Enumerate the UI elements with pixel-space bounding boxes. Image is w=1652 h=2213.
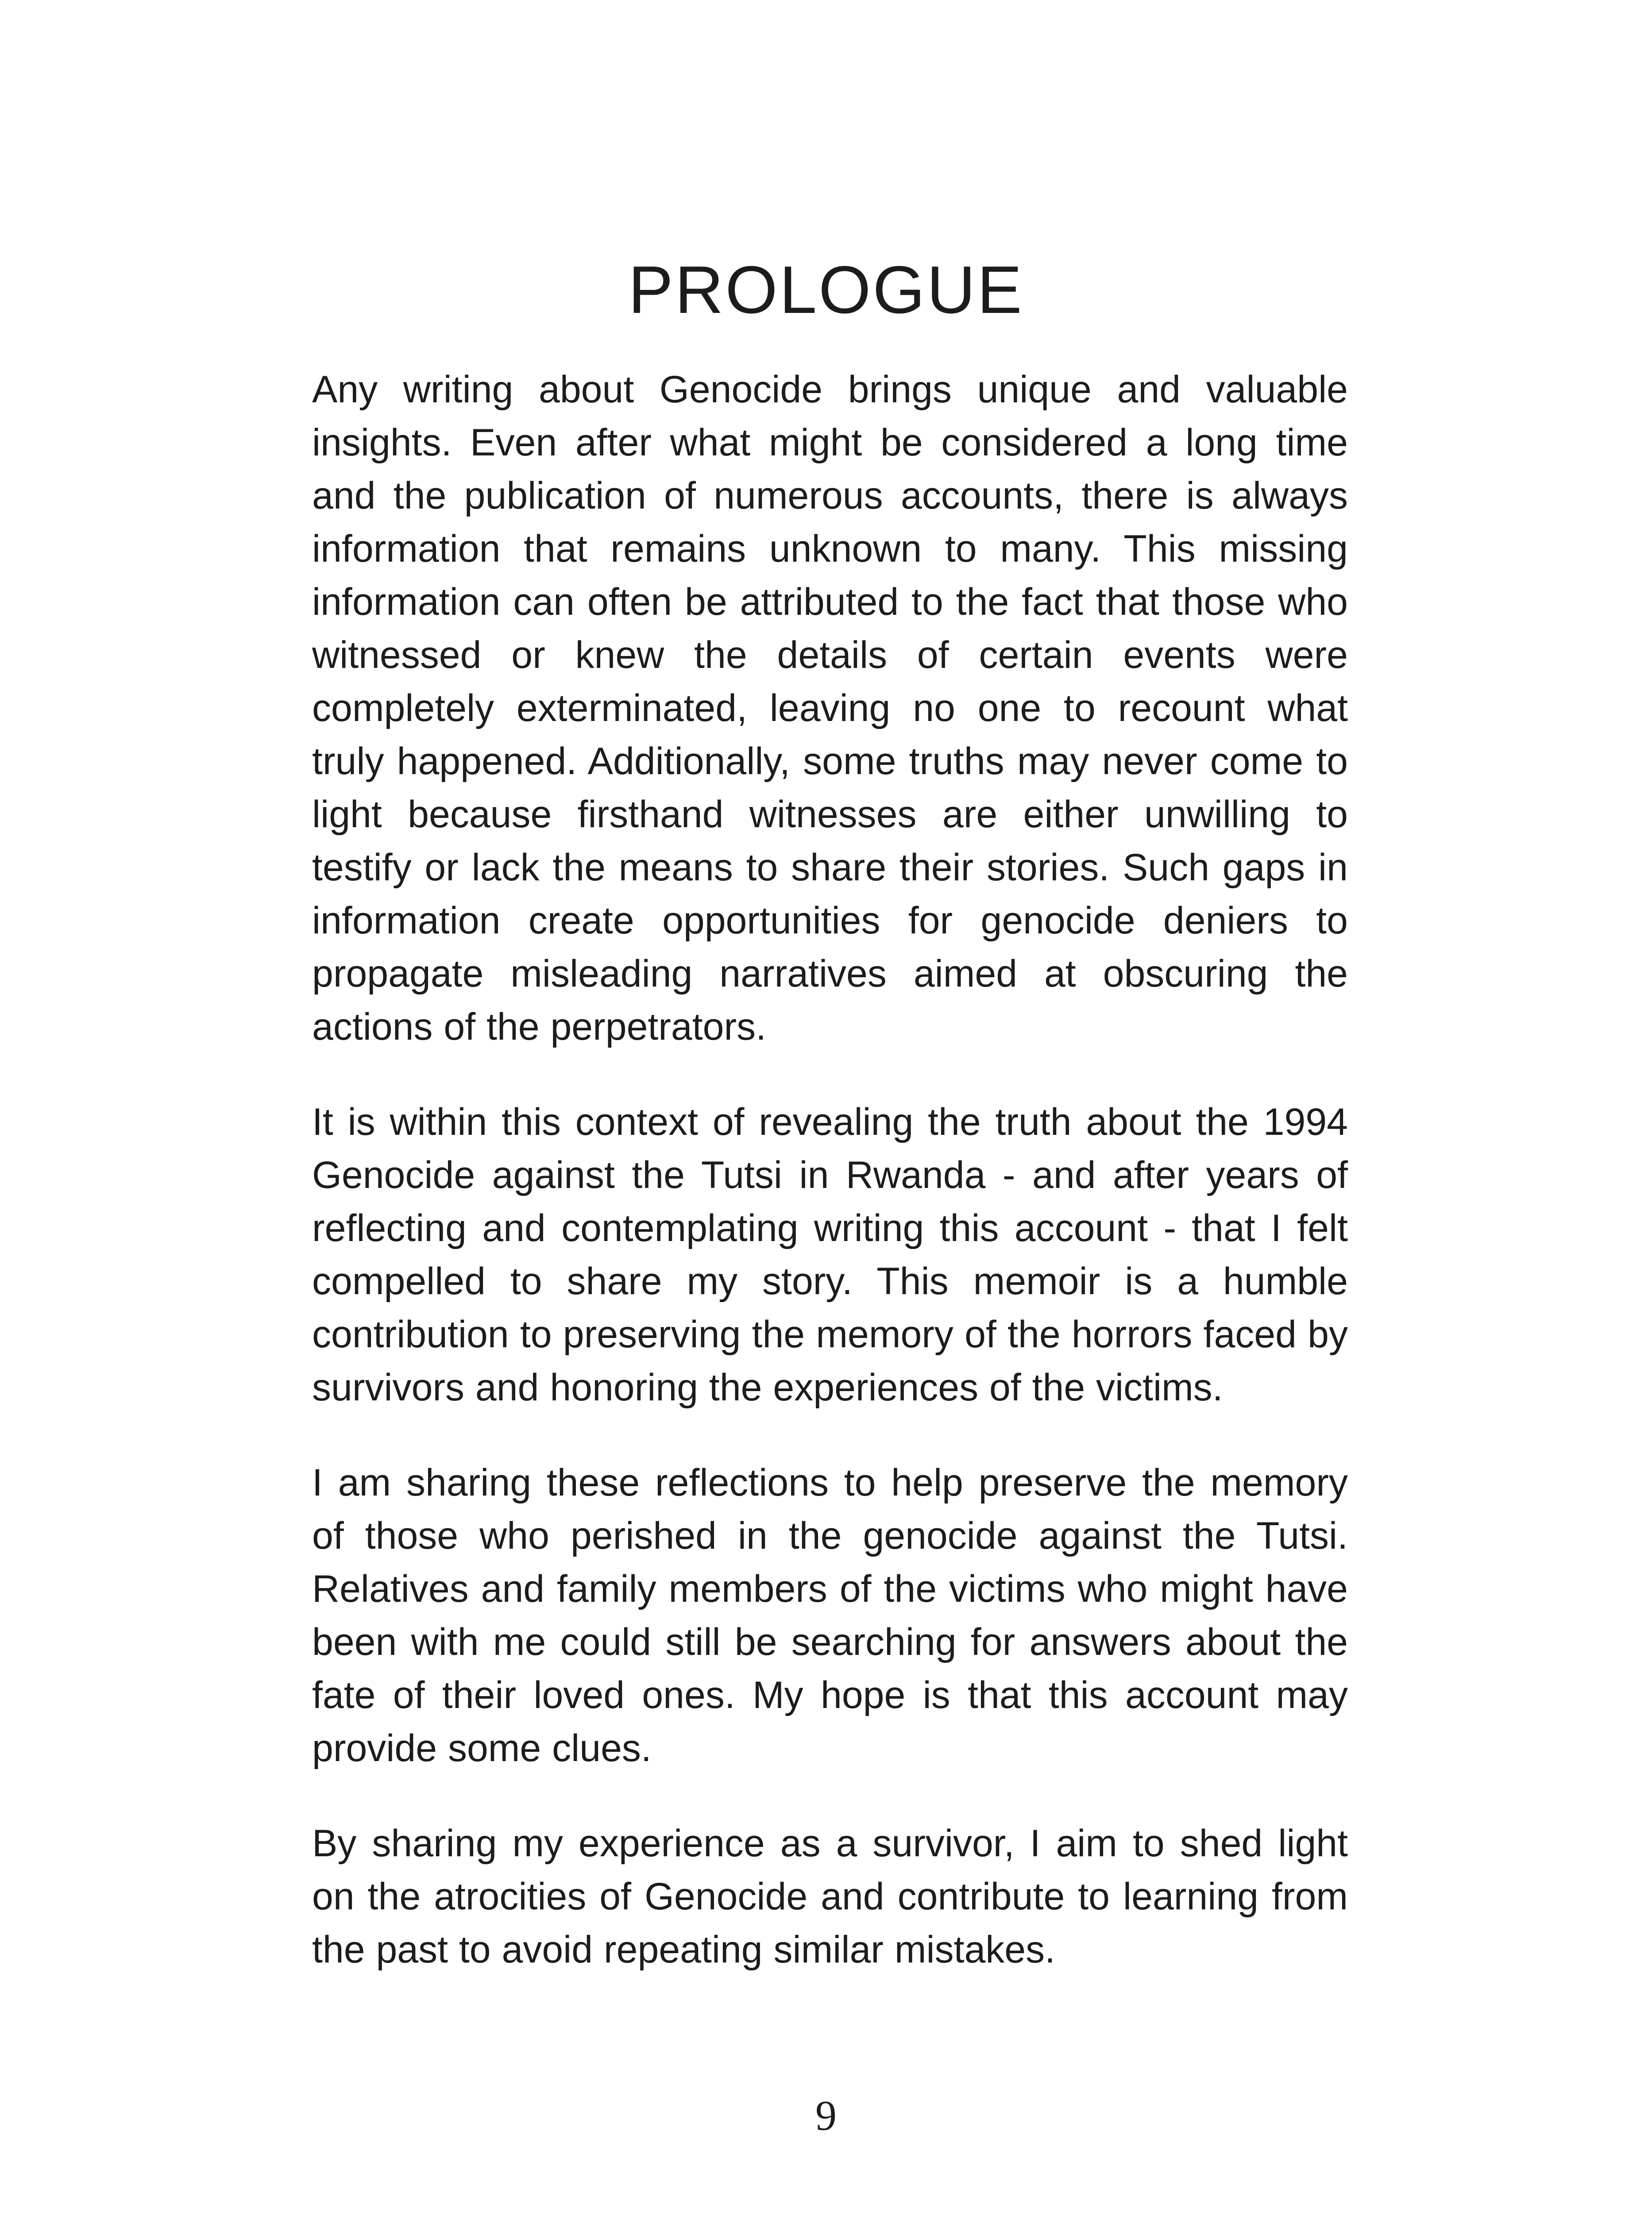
- paragraph-2: It is within this context of revealing the truth about the 1994 Genocide against the Tutsi in Rwanda - and after years of reflecting and contemplating writing this account - that I felt compelled to share my story. This memoir is a humble contribution to preserving the memory of the horrors faced by survivors and honoring the experiences of the victims.: [312, 1101, 1348, 1409]
- chapter-body: [312, 363, 1348, 2018]
- page-number: 9: [815, 2092, 837, 2139]
- paragraph-1: Any writing about Genocide brings unique and valuable insights. Even after what might be considered a long time and the publication of numerous accounts, there is always information that remains unknown to many. This missing information can often be attributed to the fact that those who witnessed or knew the details of certain events were completely exterminated, leaving no one to recount what truly happened. Additionally, some truths may never come to light because firsthand witnesses are either unwilling to testify or lack the means to share their stories. Such gaps in information create opportunities for genocide deniers to propagate misleading narratives aimed at obscuring the actions of the perpetrators.: [312, 368, 1348, 1048]
- chapter-title: PROLOGUE: [628, 252, 1024, 328]
- paragraph-4: By sharing my experience as a survivor, I aim to shed light on the atrocities of Genocide and contribute to learning from the past to avoid repeating similar mistakes.: [312, 1822, 1348, 1971]
- paragraph-3: I am sharing these reflections to help preserve the memory of those who perished in the genocide against the Tutsi. Relatives and family members of the victims who might have been with me could still be searching for answers about the fate of their loved ones. My hope is that this account may provide some clues.: [312, 1461, 1348, 1770]
